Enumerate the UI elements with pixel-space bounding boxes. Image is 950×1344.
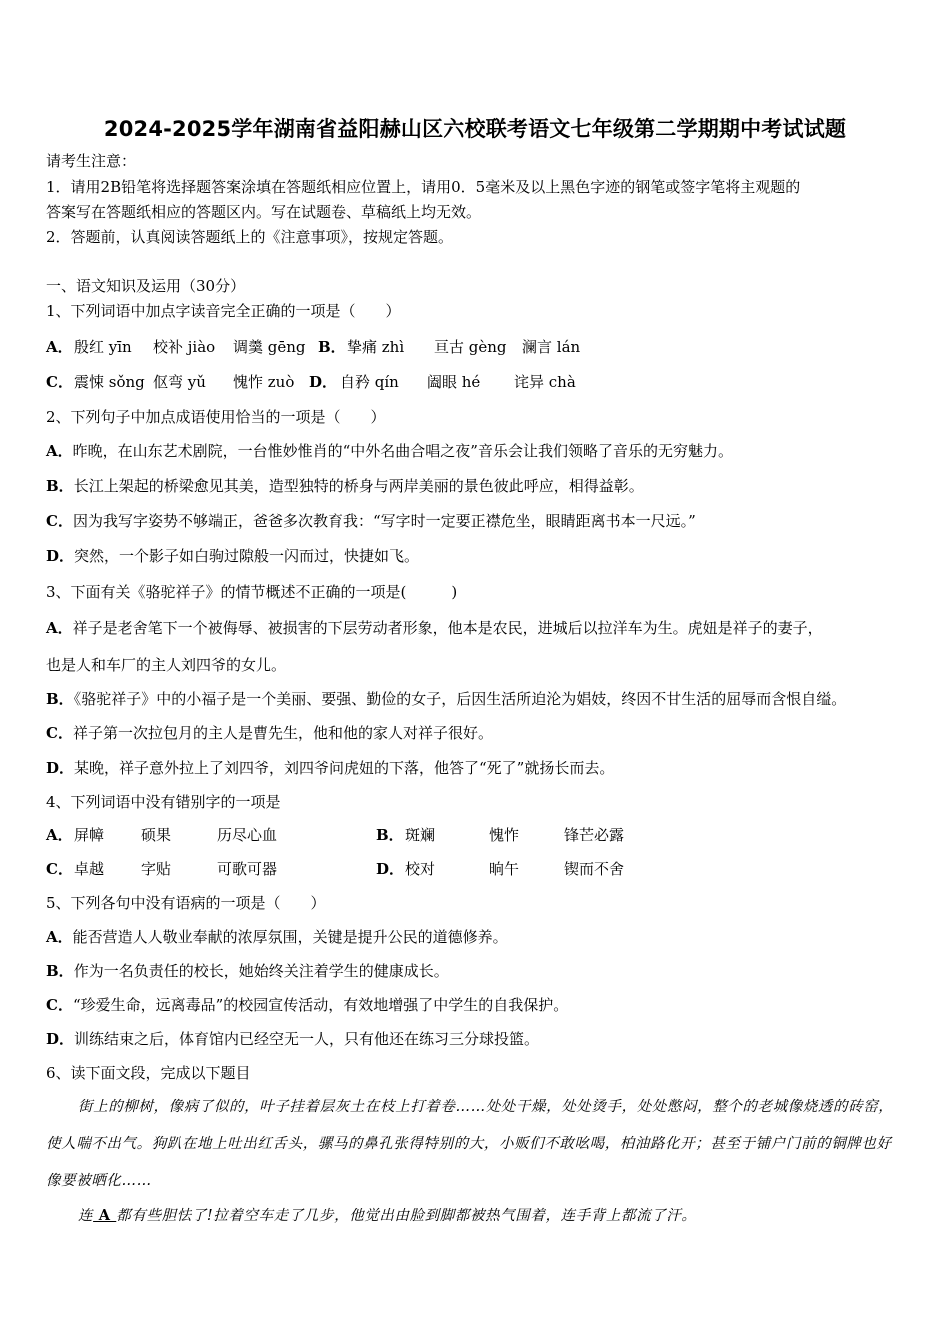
- option-a-label: A．: [46, 442, 73, 460]
- question-3-stem: 3、下面有关《骆驼祥子》的情节概述不正确的一项是( ): [46, 583, 458, 601]
- option-a-text: 昨晚，在山东艺术剧院，一台惟妙惟肖的“中外名曲合唱之夜”音乐会让我们领略了音乐的无穷魅力。: [72, 442, 733, 460]
- option-a-label: A．: [46, 826, 73, 844]
- notice-line-3: 2．答题前，认真阅读答题纸上的《注意事项》，按规定答题。: [46, 228, 454, 246]
- option-a-label: A．: [46, 928, 73, 946]
- option-c-word-3: 愧怍 zuò: [233, 373, 295, 391]
- option-a-text: 能否营造人人敬业奉献的浓厚氛围，关键是提升公民的道德修养。: [72, 928, 508, 946]
- question-2-option-b: [46, 476, 644, 496]
- question-4-stem: 4、下列词语中没有错别字的一项是: [46, 793, 281, 811]
- option-c-word-1: 卓越: [74, 860, 105, 878]
- option-d-text: 训练结束之后，体育馆内已经空无一人，只有他还在练习三分球投篮。: [74, 1030, 540, 1048]
- option-b-label: B．: [318, 338, 346, 356]
- question-1-stem: 1、下列词语中加点字读音完全正确的一项是（ ）: [46, 302, 401, 320]
- option-a-word-2: 硕果: [141, 826, 172, 844]
- notice-line-1: 1．请用2B铅笔将选择题答案涂填在答题纸相应位置上，请用0．5毫米及以上黑色字迹的钢笔或签字笔将主观题的: [46, 178, 801, 196]
- question-3-option-a-cont: 也是人和车厂的主人刘四爷的女儿。: [46, 656, 287, 674]
- para-2-lead: 连: [78, 1208, 94, 1224]
- option-b-label: B．: [46, 690, 74, 708]
- question-2-option-c: [46, 511, 696, 531]
- question-5-option-d: [46, 1029, 539, 1049]
- option-c-text: 因为我写字姿势不够端正，爸爸多次教育我：“写字时一定要正襟危坐，眼睛距离书本一尺远。”: [72, 512, 696, 530]
- option-c-word-1: 震悚 sǒng: [74, 373, 145, 391]
- question-6-stem: 6、读下面文段，完成以下题目: [46, 1064, 251, 1082]
- option-c-label: C．: [46, 512, 73, 530]
- question-2-option-a: [46, 441, 733, 461]
- option-a-word-1: 屏幛: [74, 826, 105, 844]
- option-d-word-3: 锲而不舍: [564, 860, 625, 878]
- option-d-word-3: 诧异 chà: [514, 373, 576, 391]
- question-3-option-b: [46, 689, 846, 709]
- option-a-word-3: 调羹 gēng: [233, 338, 306, 356]
- option-c-text: “珍爱生命，远离毒品”的校园宣传活动，有效地增强了中学生的自我保护。: [72, 996, 569, 1014]
- para-2-rest: 都有些胆怯了!拉着空车走了几步，他觉出由脸到脚都被热气围着，连手背上都流了汗。: [116, 1208, 697, 1224]
- option-d-word-1: 自矜 qín: [340, 373, 399, 391]
- reading-passage-para-1: 街上的柳树，像病了似的，叶子挂着层灰土在枝上打着卷……处处干燥，处处烫手，处处憋闷，整个的老城像烧透的砖窑，使人喘不出气。狗趴在地上吐出红舌头，骡马的鼻孔张得特别的大，小贩们不敢吆喝，柏油路化开；甚至于铺户门前的铜牌也好像要被晒化……: [46, 1099, 894, 1189]
- option-d-word-2: 阖眼 hé: [427, 373, 481, 391]
- question-2-stem: 2、下列句子中加点成语使用恰当的一项是（ ）: [46, 408, 386, 426]
- section-heading: 一、语文知识及运用（30分）: [46, 277, 246, 295]
- option-d-text: 某晚，祥子意外拉上了刘四爷，刘四爷问虎妞的下落，他答了“死了”就扬长而去。: [74, 759, 615, 777]
- option-a-word-2: 校补 jiào: [153, 338, 216, 356]
- option-b-word-3: 锋芒必露: [564, 826, 625, 844]
- option-c-label: C．: [46, 724, 73, 742]
- question-3-option-a: [46, 618, 823, 638]
- option-a-text: 祥子是老舍笔下一个被侮辱、被损害的下层劳动者形象，他本是农民，进城后以拉洋车为生。虎妞是祥子的妻子，: [72, 619, 823, 637]
- option-b-label: B．: [46, 477, 74, 495]
- option-b-label: B．: [46, 962, 74, 980]
- option-d-label: D．: [46, 759, 75, 777]
- page-title: 2024-2025学年湖南省益阳赫山区六校联考语文七年级第二学期期中考试试题: [103, 117, 847, 141]
- option-d-label: D．: [309, 373, 338, 391]
- option-c-label: C．: [46, 996, 73, 1014]
- option-c-word-3: 可歌可器: [217, 860, 278, 878]
- option-d-label: D．: [46, 547, 75, 565]
- option-b-word-1: 斑斓: [405, 826, 436, 844]
- option-a-word-1: 殷红 yīn: [74, 338, 132, 356]
- option-d-text: 突然，一个影子如白驹过隙般一闪而过，快捷如飞。: [74, 547, 420, 565]
- option-b-word-1: 挚痛 zhì: [347, 338, 405, 356]
- notice-line-2: 答案写在答题纸相应的答题区内。写在试题卷、草稿纸上均无效。: [46, 203, 482, 221]
- notice-heading: 请考生注意：: [46, 152, 137, 170]
- question-3-option-c: [46, 723, 493, 743]
- question-5-stem: 5、下列各句中没有语病的一项是（ ）: [46, 894, 326, 912]
- option-d-word-2: 晌午: [489, 860, 520, 878]
- question-5-option-b: [46, 961, 449, 981]
- option-b-word-2: 亘古 gèng: [434, 338, 507, 356]
- option-a-label: A．: [46, 338, 73, 356]
- option-c-label: C．: [46, 373, 73, 391]
- option-a-label: A．: [46, 619, 73, 637]
- option-c-word-2: 字贴: [141, 860, 172, 878]
- option-b-text: 《骆驼祥子》中的小福子是一个美丽、要强、勤俭的女子，后因生活所迫沦为娼妓，终因不甘生活的屈辱而含恨自缢。: [73, 690, 847, 708]
- option-c-label: C．: [46, 860, 73, 878]
- option-d-label: D．: [376, 860, 405, 878]
- option-b-text: 作为一名负责任的校长，她始终关注着学生的健康成长。: [73, 962, 449, 980]
- option-a-word-3: 历尽心血: [217, 826, 278, 844]
- option-b-word-2: 愧怍: [489, 826, 520, 844]
- option-c-text: 祥子第一次拉包月的主人是曹先生，他和他的家人对祥子很好。: [72, 724, 493, 742]
- option-d-label: D．: [46, 1030, 75, 1048]
- question-2-option-d: [46, 546, 419, 566]
- reading-passage-para-2: [46, 1197, 904, 1235]
- option-b-text: 长江上架起的桥梁愈见其美，造型独特的桥身与两岸美丽的景色彼此呼应，相得益彰。: [73, 477, 644, 495]
- question-5-option-a: [46, 927, 508, 947]
- option-d-word-1: 校对: [405, 860, 436, 878]
- option-c-word-2: 伛弯 yǔ: [153, 373, 206, 391]
- blank-a: A: [93, 1207, 117, 1224]
- question-5-option-c: [46, 995, 568, 1015]
- option-b-label: B．: [376, 826, 404, 844]
- question-3-option-d: [46, 758, 614, 778]
- option-b-word-3: 澜言 lán: [522, 338, 581, 356]
